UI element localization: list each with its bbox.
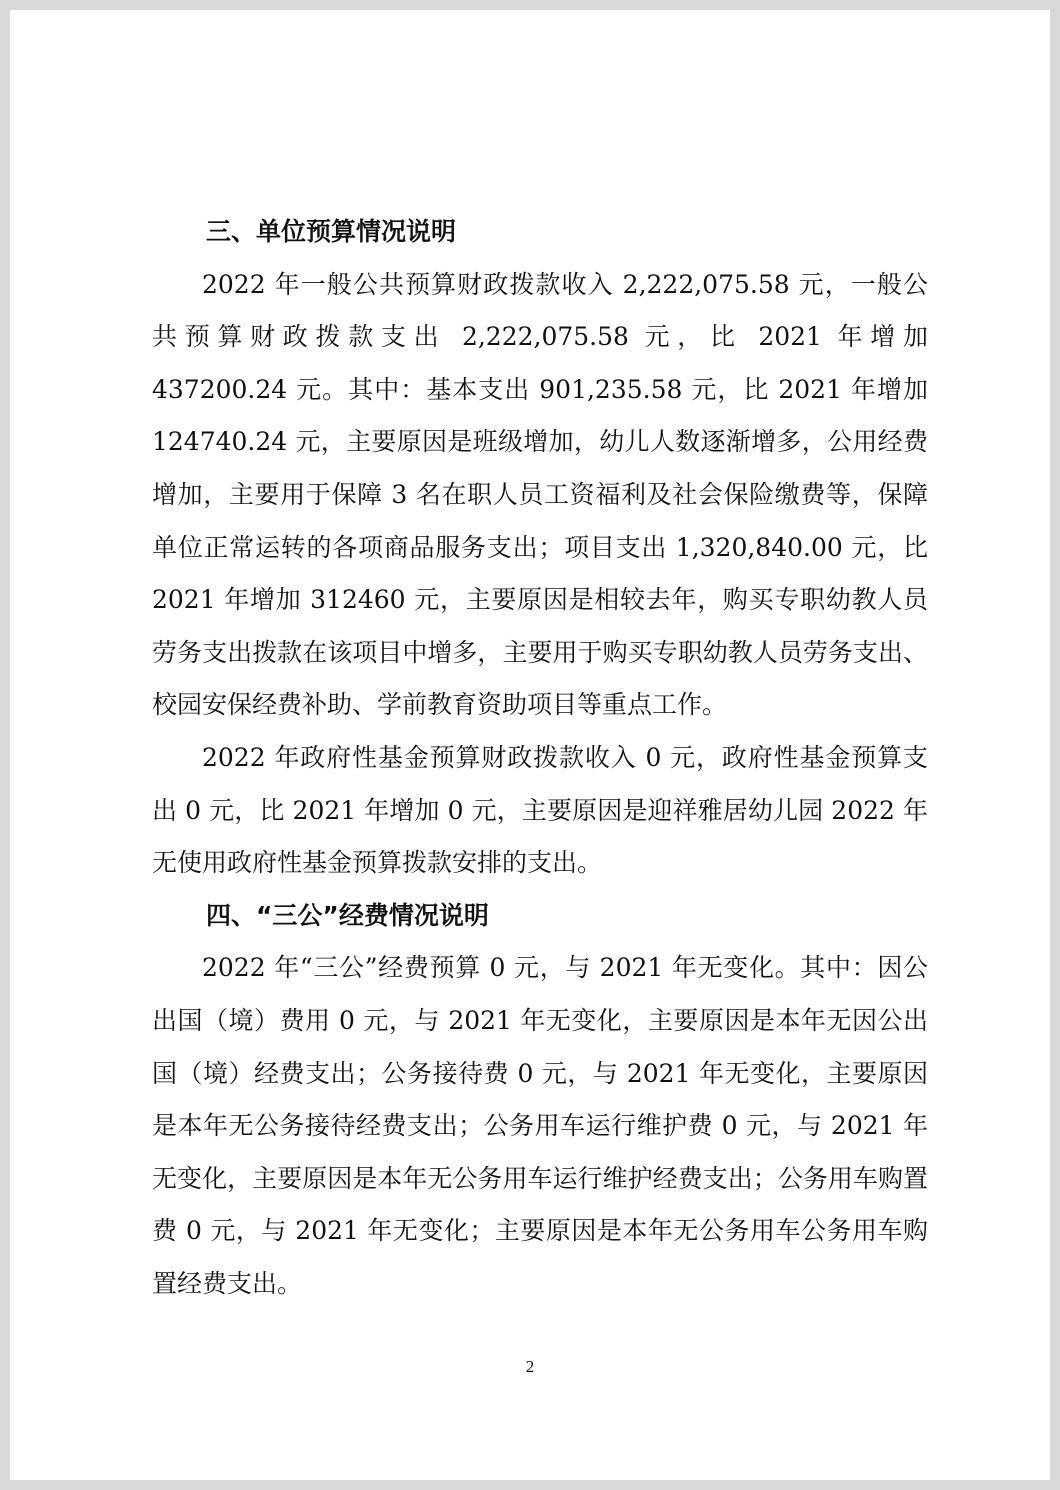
- section-heading-budget: 三、单位预算情况说明: [206, 217, 457, 246]
- page-number: 2: [525, 1357, 535, 1376]
- paragraph-general-budget: 2022 年一般公共预算财政拨款收入 2,222,075.58 元，一般公共预算财政拨款支出 2,222,075.58 元，比 2021 年增加 437200.24 元。其中：基本支出 901,235.58 元，比 2021 年增加 124740.24 元，主要原因是班级增加，幼儿人数逐渐增多，公用经费增加，主要用于保障 3 名在职人员工资福利及社会保险缴费等，保障单位正常运转的各项商品服务支出；项目支出 1,320,840.00 元，比 2021 年增加 312460 元，主要原因是相较去年，购买专职幼教人员劳务支出拨款在该项目中增多，主要用于购买专职幼教人员劳务支出、校园安保经费补助、学前教育资助项目等重点工作。: [152, 269, 928, 720]
- document-page: [10, 10, 1050, 1480]
- paragraph-three-public: 2022 年“三公”经费预算 0 元，与 2021 年无变化。其中：因公出国（境）费用 0 元，与 2021 年无变化，主要原因是本年无因公出国（境）经费支出；公务接待费 0 元，与 2021 年无变化，主要原因是本年无公务接待经费支出；公务用车运行维护费 0 元，与 2021 年无变化，主要原因是本年无公务用车运行维护经费支出；公务用车购置费 0 元，与 2021 年无变化；主要原因是本年无公务用车公务用车购置经费支出。: [152, 953, 928, 1298]
- page-content: [152, 206, 928, 1310]
- section-heading-three-public: 四、“三公”经费情况说明: [206, 900, 489, 930]
- paragraph-fund-budget: 2022 年政府性基金预算财政拨款收入 0 元，政府性基金预算支出 0 元，比 2021 年增加 0 元，主要原因是迎祥雅居幼儿园 2022 年无使用政府性基金预算拨款安排的支出。: [152, 742, 928, 878]
